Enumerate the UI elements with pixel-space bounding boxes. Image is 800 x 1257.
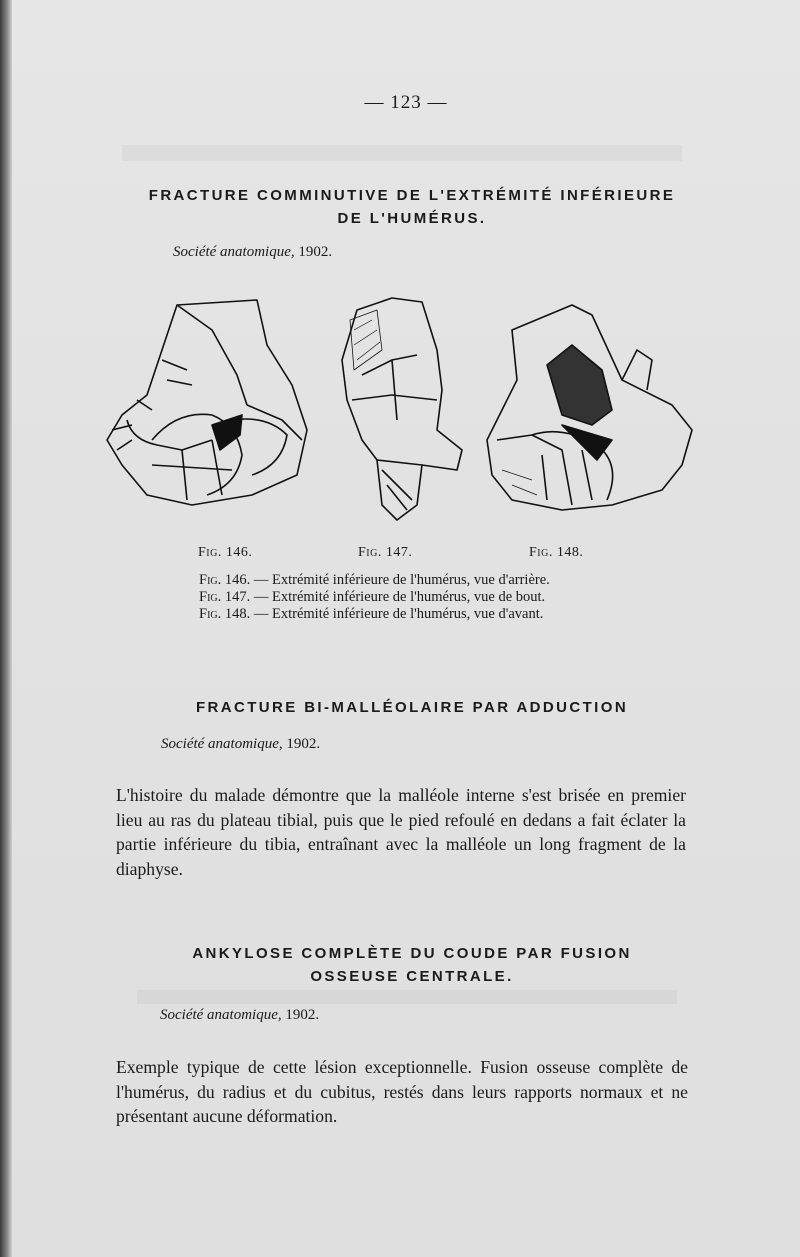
section-title-fracture-comminutive: [112, 184, 712, 230]
citation-year: 1902.: [286, 736, 321, 752]
figure-label: Fig. 146.: [198, 545, 253, 560]
fig-146-drawing: [107, 300, 307, 505]
section-title-ankylose: [112, 942, 712, 988]
citation-year: 1902.: [285, 1007, 320, 1023]
page-number: — 123 —: [364, 92, 448, 113]
section-title-fracture-bi-malleolaire: FRACTURE BI-MALLÉOLAIRE PAR ADDUCTION: [195, 699, 629, 716]
society-name: Société anatomique,: [173, 244, 295, 260]
title-line: DE L'HUMÉRUS.: [337, 210, 487, 227]
show-through-bar: [137, 990, 677, 1004]
figure-captions: [199, 572, 629, 623]
figure-caption: [199, 606, 629, 623]
title-line: OSSEUSE CENTRALE.: [310, 968, 514, 985]
caption-ref: Fig. 147.: [199, 589, 251, 605]
humerus-figures: [92, 290, 732, 540]
show-through-bar: [122, 145, 682, 161]
society-citation: [173, 244, 332, 261]
figure-caption: [199, 572, 629, 589]
caption-text: — Extrémité inférieure de l'humérus, vue d'arrière.: [253, 572, 550, 588]
figure-caption: [199, 589, 629, 606]
title-line: FRACTURE COMMINUTIVE DE L'EXTRÉMITÉ INFÉRIEURE: [148, 187, 676, 204]
caption-text: — Extrémité inférieure de l'humérus, vue de bout.: [253, 589, 546, 605]
title-line: ANKYLOSE COMPLÈTE DU COUDE PAR FUSION: [192, 945, 632, 962]
society-name: Société anatomique,: [160, 1007, 282, 1023]
humerus-drawings: [92, 290, 732, 540]
page-edge-shadow: [0, 0, 12, 1257]
caption-text: — Extrémité inférieure de l'humérus, vue d'avant.: [253, 606, 544, 622]
citation-year: 1902.: [298, 244, 333, 260]
body-paragraph: Exemple typique de cette lésion exceptionnelle. Fusion osseuse complète de l'humérus, du radius et du cubitus, restés dans leurs rapports normaux et ne présentant aucune déformation.: [116, 1057, 688, 1126]
society-name: Société anatomique,: [161, 736, 283, 752]
caption-ref: Fig. 146.: [199, 572, 251, 588]
fig-147-drawing: [342, 298, 462, 520]
society-citation: [161, 736, 320, 753]
figure-label: Fig. 147.: [358, 545, 413, 560]
document-page: [12, 0, 800, 1257]
fig-148-drawing: [487, 305, 692, 510]
figure-label: Fig. 148.: [529, 545, 584, 560]
caption-ref: Fig. 148.: [199, 606, 251, 622]
society-citation: [160, 1007, 319, 1024]
body-paragraph: L'histoire du malade démontre que la malléole interne s'est brisée en premier lieu au ras du plateau tibial, puis que le pied refoulé en dedans a fait éclater la partie inférieure du tibia, entraînant avec la malléole un long fragment de la diaphyse.: [116, 785, 686, 879]
